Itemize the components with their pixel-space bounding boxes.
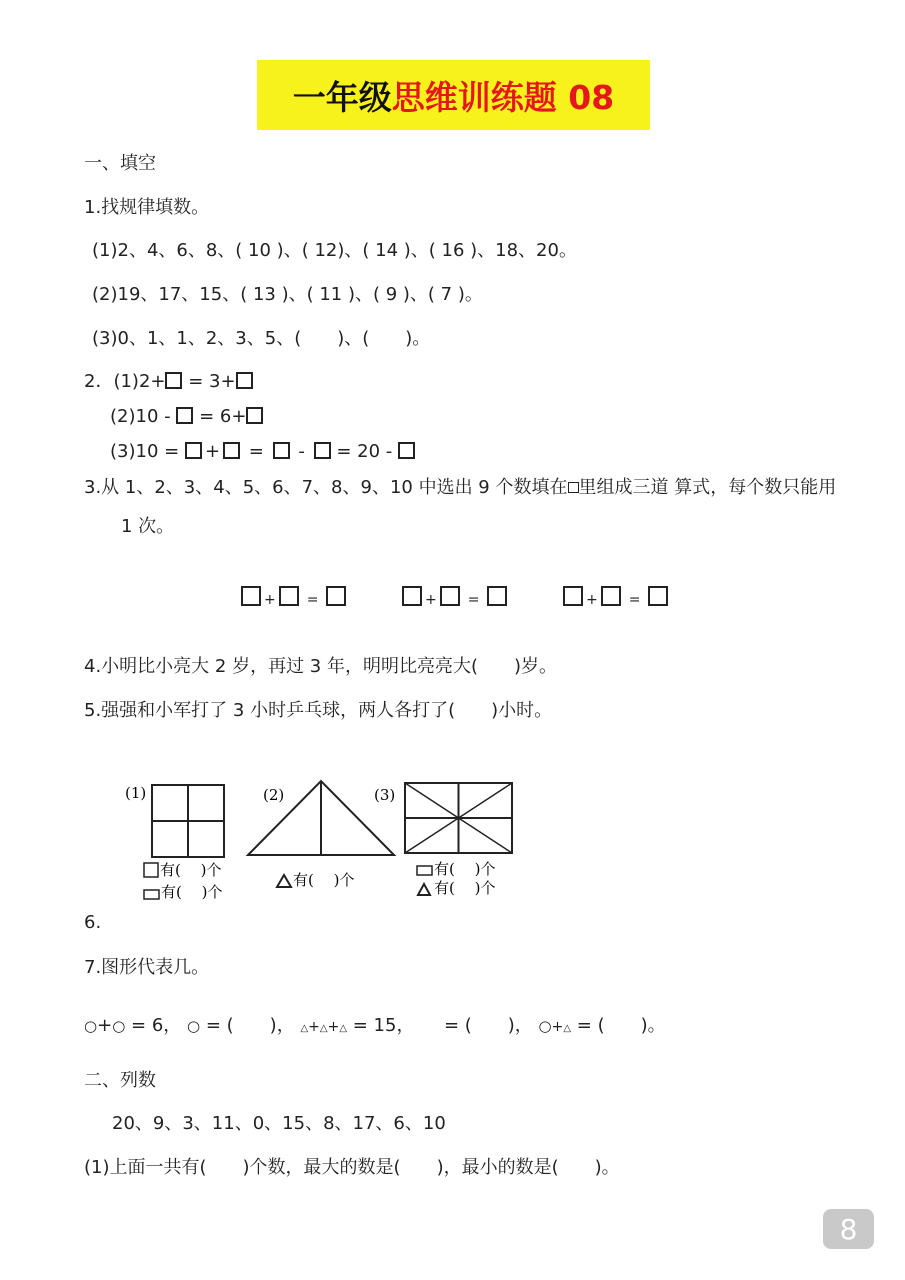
q3-text-b: 里组成三道 算式，每个数只能用 [578,477,837,498]
q7-sum-answer: = ( )。 [576,1015,666,1036]
square-icon [144,863,158,877]
number-list: 20、9、3、11、0、15、8、17、6、10 [112,1113,446,1134]
q2-l3-prefix: (3)10 = [110,441,180,462]
triangle-icon: △ [339,1023,348,1034]
triangle-icon: △ [563,1023,572,1034]
rectangle-icon [417,866,432,875]
figure-3-label: (3) [374,786,396,804]
q1-line3: (3)0、1、1、2、3、5、( )、( )。 [92,328,431,349]
q6-text: 6. [84,912,102,933]
plus-sign: + [204,441,221,462]
figure-1-label: (1) [125,784,147,802]
section-fill-blank: 一、填空 [84,153,156,174]
q5-text: 5.强强和小军打了 3 小时乒乓球，两人各打了( )小时。 [84,700,553,721]
q2-line3 [110,441,415,463]
q3-line2: 1 次。 [121,516,175,537]
answer-box[interactable] [326,586,346,606]
circle-icon: ○ [187,1017,201,1035]
figure-1-caption-rect: 有( )个 [161,883,223,901]
answer-box[interactable] [398,442,415,459]
q3-equation-1 [241,586,346,611]
figure-2-label: (2) [263,786,285,804]
q7-equation [84,1015,666,1040]
q1-line2: (2)19、17、15、( 13 )、( 11 )、( 9 )、( 7 )。 [92,284,483,305]
q3-equation-2 [402,586,507,611]
q7-eq15: = 15， [352,1015,415,1036]
equals-sign: = [628,592,641,608]
answer-box[interactable] [273,442,290,459]
q2-l3-eq20: = 20 - [336,441,393,462]
q2-l1-mid: = 3+ [188,371,236,392]
q2-l2-mid: = 6+ [199,406,247,427]
answer-box[interactable] [246,407,263,424]
q3-line1 [84,477,836,499]
plus-sign: + [425,592,437,608]
answer-box[interactable] [241,586,261,606]
triangle-icon: △ [300,1023,309,1034]
q3-text-a: 3.从 1、2、3、4、5、6、7、8、9、10 中选出 9 个数填在 [84,477,568,498]
answer-box[interactable] [223,442,240,459]
q2-l2-prefix: (2)10 - [110,406,171,427]
plus-sign: + [308,1019,320,1035]
q4-text: 4.小明比小亮大 2 岁，再过 3 年，明明比亮亮大( )岁。 [84,656,558,677]
answer-box[interactable] [185,442,202,459]
answer-box[interactable] [440,586,460,606]
q7-triangle-answer: = ( )， [443,1015,533,1036]
answer-box[interactable] [563,586,583,606]
figure-1-caption-square: 有( )个 [160,861,222,879]
counting-figures [115,775,535,905]
rectangle-icon [144,890,159,899]
answer-box[interactable] [487,586,507,606]
list-q1: (1)上面一共有( )个数，最大的数是( )，最小的数是( )。 [84,1157,620,1178]
answer-box[interactable] [165,372,182,389]
q7-circle-answer: = ( )， [205,1015,295,1036]
plus-sign: + [327,1019,340,1035]
q7-title: 7.图形代表几。 [84,957,210,978]
plus-sign: + [551,1019,564,1035]
q2-l1-prefix: 2．(1)2+ [84,371,166,392]
plus-sign: + [586,592,598,608]
q2-line1 [84,371,253,393]
equals-sign: = [248,441,264,462]
title-part2: 思维训练题 08 [391,77,615,117]
title-part1: 一年级 [292,77,392,117]
equals-sign: = [306,592,319,608]
minus-sign: - [298,441,305,462]
section-list-numbers: 二、列数 [84,1070,156,1091]
q1-title: 1.找规律填数。 [84,197,210,218]
circle-icon: ○ [112,1017,126,1035]
plus-sign: + [97,1015,113,1036]
figure-2-caption: 有( )个 [293,871,355,889]
answer-box[interactable] [402,586,422,606]
figure-3-caption-triangle: 有( )个 [434,879,496,897]
triangle-icon [418,884,430,895]
q2-line2 [110,406,263,428]
page-number-badge: 8 [823,1209,874,1249]
answer-box[interactable] [601,586,621,606]
answer-box[interactable] [648,586,668,606]
triangle-icon: △ [319,1023,328,1034]
answer-box[interactable] [314,442,331,459]
answer-box[interactable] [279,586,299,606]
q3-equation-3 [563,586,668,611]
q7-eq6: = 6， [131,1015,182,1036]
small-square-icon [568,482,579,493]
q1-line1: (1)2、4、6、8、( 10 )、( 12)、( 14 )、( 16 )、18、20。 [92,240,577,261]
answer-box[interactable] [176,407,193,424]
answer-box[interactable] [236,372,253,389]
triangle-icon [277,875,291,887]
equals-sign: = [467,592,480,608]
circle-icon: ○ [538,1017,552,1035]
title-banner [257,60,650,130]
circle-icon: ○ [84,1017,98,1035]
plus-sign: + [264,592,276,608]
figure-3-caption-rect: 有( )个 [434,860,496,878]
